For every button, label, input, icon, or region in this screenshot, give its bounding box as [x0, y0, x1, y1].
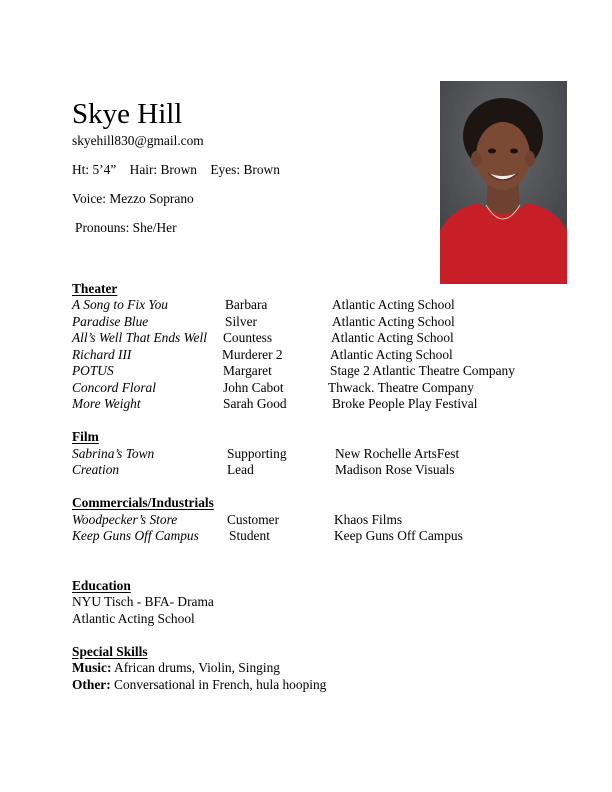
- skill-line-music: [72, 660, 280, 677]
- credit-row: [0, 330, 612, 347]
- credit-role: Lead: [227, 462, 254, 477]
- credit-role: Supporting: [227, 446, 287, 461]
- credit-role: Countess: [223, 330, 273, 345]
- credit-row: [0, 380, 612, 397]
- credit-role: Customer: [227, 512, 280, 527]
- skill-line-other: [72, 677, 326, 694]
- credit-company: Madison Rose Visuals: [335, 462, 455, 477]
- credit-title: Creation: [72, 462, 120, 477]
- credit-row: [0, 314, 612, 331]
- pronouns: Pronouns: She/Her: [75, 220, 177, 235]
- credit-title: Concord Floral: [72, 380, 156, 395]
- section-heading-education: Education: [72, 578, 131, 593]
- credit-company: Keep Guns Off Campus: [334, 528, 463, 543]
- headshot-illustration: [440, 81, 567, 284]
- credit-role: Murderer 2: [222, 347, 283, 362]
- credit-title: Richard III: [72, 347, 132, 362]
- education-item: NYU Tisch - BFA- Drama: [72, 594, 214, 609]
- credit-row: [0, 363, 612, 380]
- credit-company: Atlantic Acting School: [332, 297, 455, 312]
- section-heading-special-skills: Special Skills: [72, 644, 148, 659]
- credit-company: Stage 2 Atlantic Theatre Company: [330, 363, 515, 378]
- credit-title: All’s Well That Ends Well: [72, 330, 207, 345]
- credit-company: Atlantic Acting School: [331, 330, 454, 345]
- section-heading-film: Film: [72, 429, 99, 444]
- credit-row: [0, 446, 612, 463]
- credit-role: John Cabot: [223, 380, 284, 395]
- credit-role: Sarah Good: [223, 396, 287, 411]
- headshot-photo: [440, 81, 567, 284]
- credit-role: Margaret: [223, 363, 272, 378]
- credit-role: Silver: [225, 314, 257, 329]
- section-heading-commercials: Commercials/Industrials: [72, 495, 214, 510]
- credit-company: Broke People Play Festival: [332, 396, 478, 411]
- physical-stats: Ht: 5’4” Hair: Brown Eyes: Brown: [72, 162, 280, 177]
- credit-row: [0, 462, 612, 479]
- credit-title: Keep Guns Off Campus: [72, 528, 199, 543]
- credit-company: Atlantic Acting School: [332, 314, 455, 329]
- credit-row: [0, 396, 612, 413]
- credit-role: Student: [229, 528, 270, 543]
- skill-value: African drums, Violin, Singing: [111, 660, 280, 675]
- credit-row: [0, 297, 612, 314]
- credit-company: Atlantic Acting School: [330, 347, 453, 362]
- credit-company: Khaos Films: [334, 512, 403, 527]
- credit-title: POTUS: [72, 363, 114, 378]
- credit-row: [0, 347, 612, 364]
- credit-row: [0, 512, 612, 529]
- section-heading-theater: Theater: [72, 281, 118, 296]
- credit-title: Woodpecker’s Store: [72, 512, 178, 527]
- credit-company: New Rochelle ArtsFest: [335, 446, 460, 461]
- credit-title: Sabrina’s Town: [72, 446, 155, 461]
- credit-row: [0, 528, 612, 545]
- credit-title: Paradise Blue: [72, 314, 149, 329]
- voice-type: Voice: Mezzo Soprano: [72, 191, 194, 206]
- credit-role: Barbara: [225, 297, 268, 312]
- credit-title: A Song to Fix You: [72, 297, 168, 312]
- skill-label: Music:: [72, 660, 112, 675]
- email-address[interactable]: skyehill830@gmail.com: [72, 133, 204, 148]
- skill-label: Other:: [72, 677, 111, 692]
- skill-value: Conversational in French, hula hooping: [110, 677, 327, 692]
- credit-company: Thwack. Theatre Company: [328, 380, 474, 395]
- credit-title: More Weight: [72, 396, 141, 411]
- education-item: Atlantic Acting School: [72, 611, 195, 626]
- actor-name: Skye Hill: [72, 98, 183, 130]
